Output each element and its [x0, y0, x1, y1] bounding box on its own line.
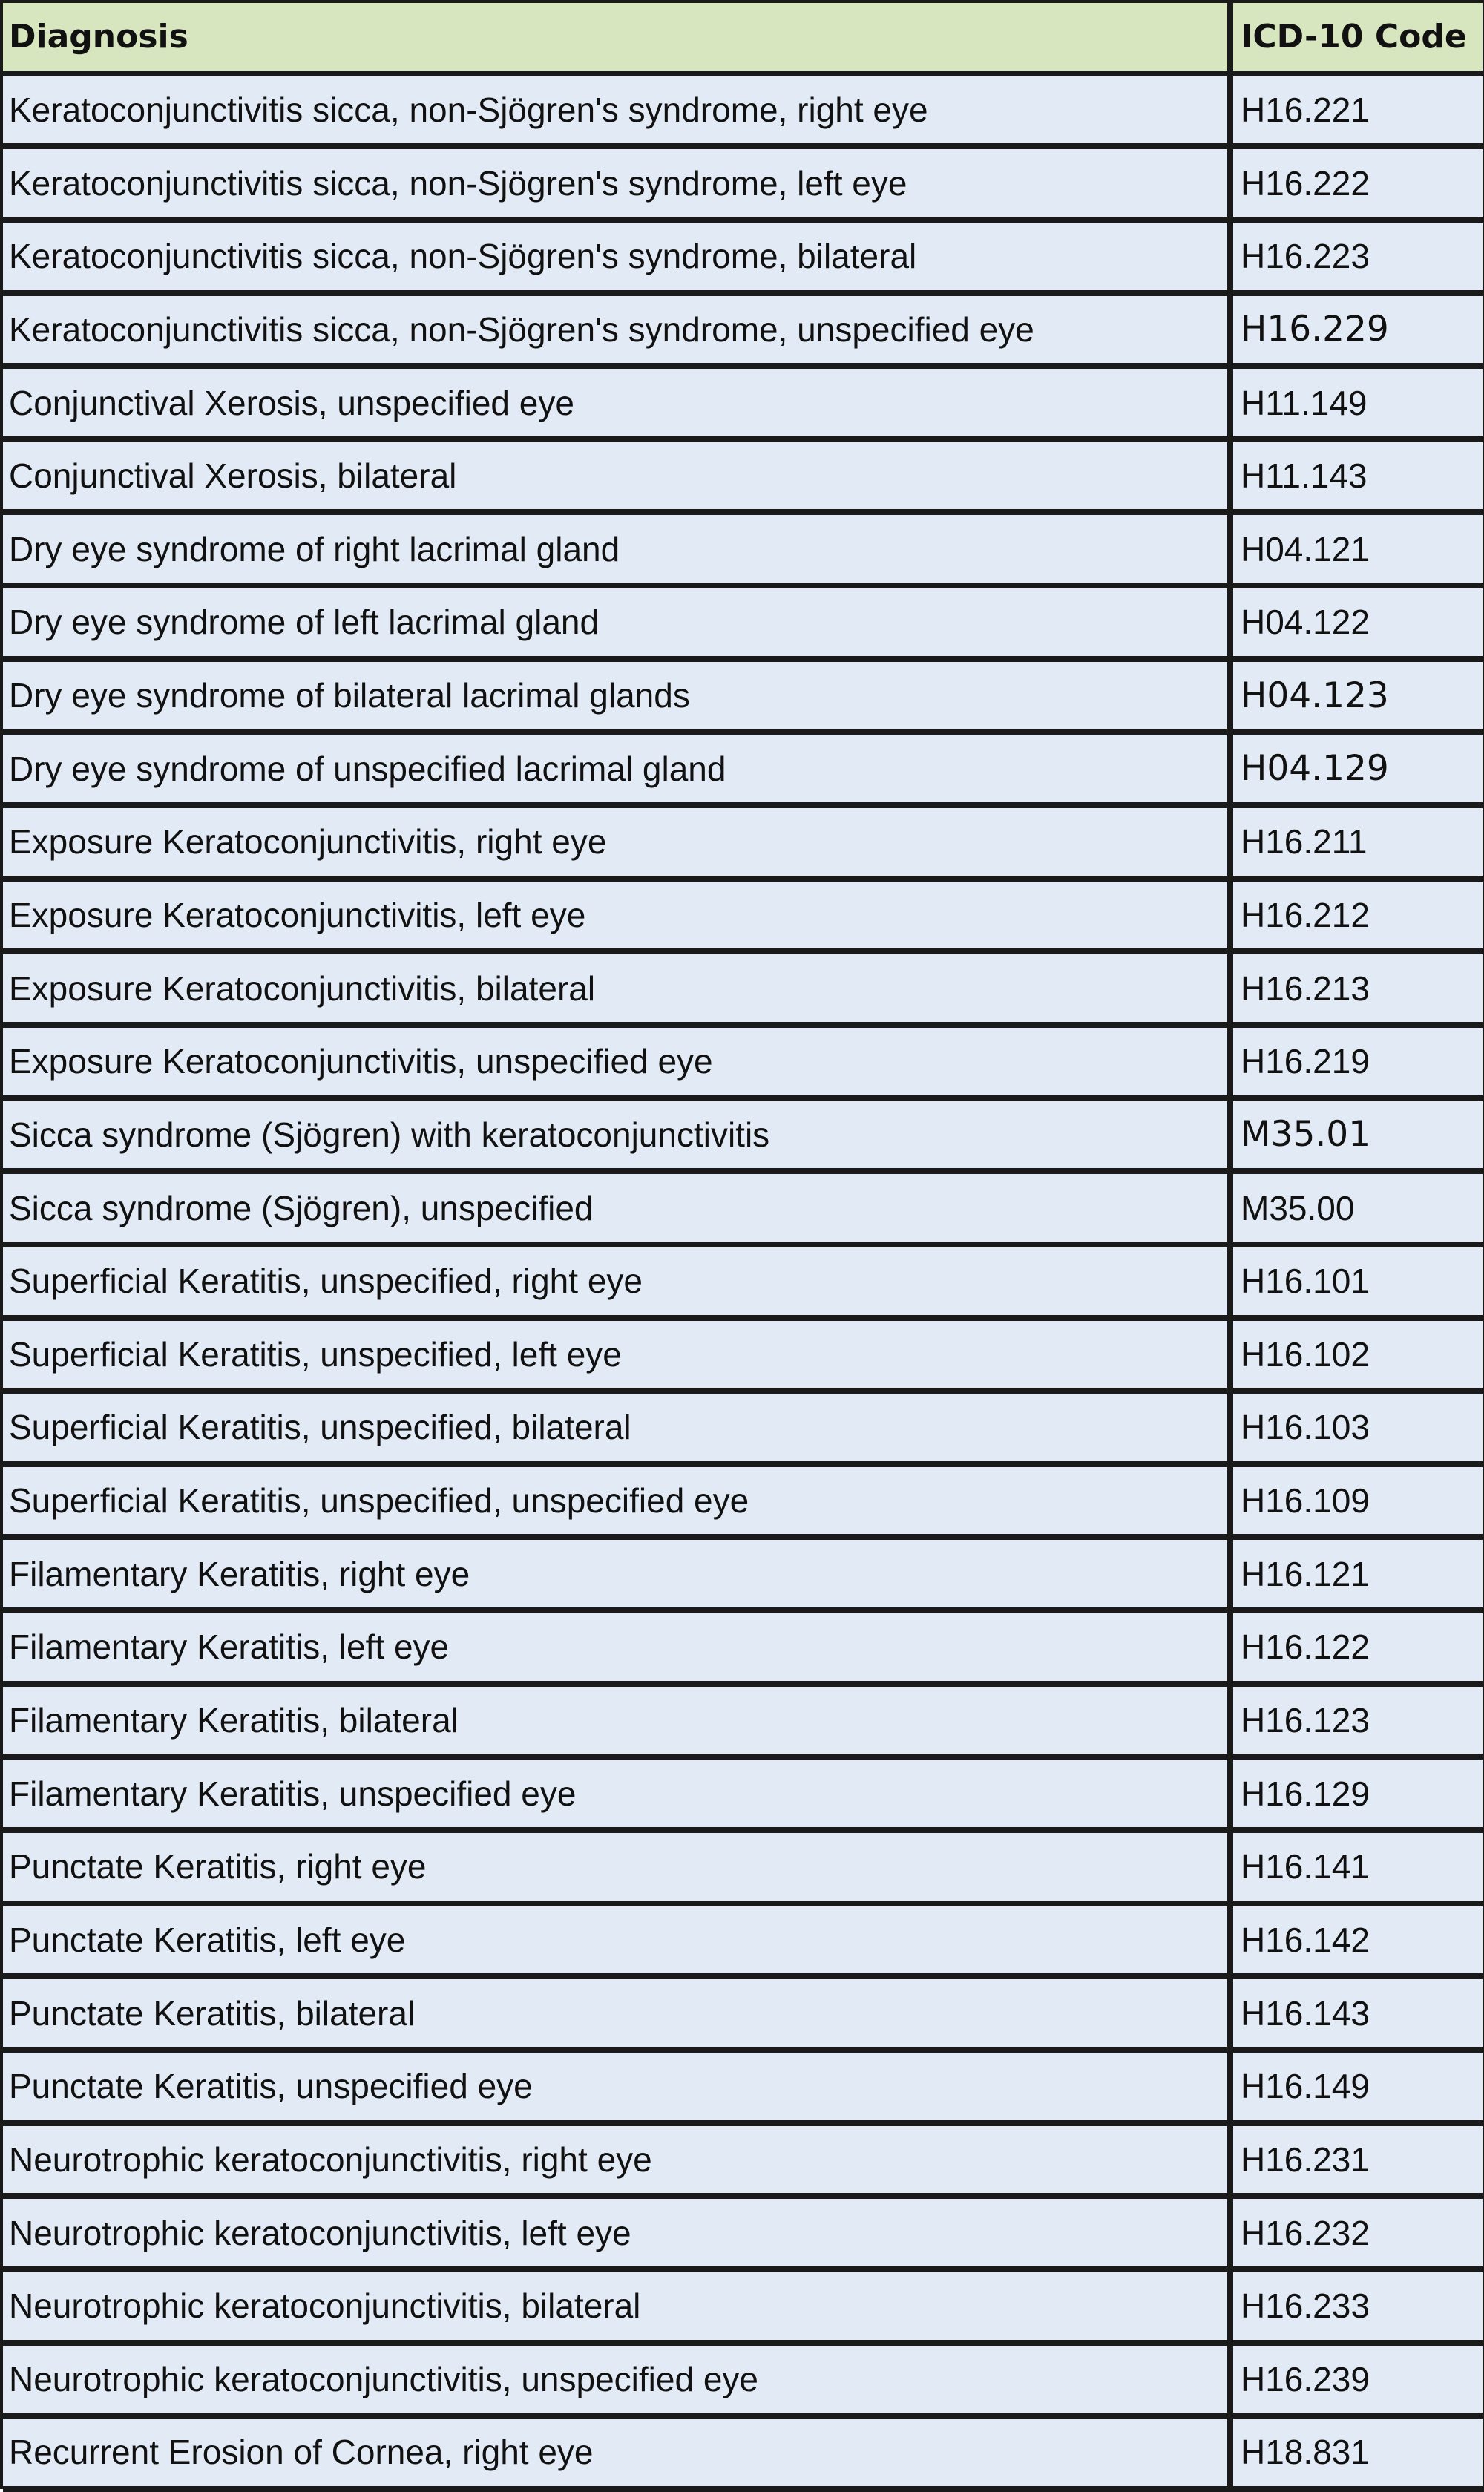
- code-cell: H11.149: [1233, 369, 1484, 442]
- code-cell: H04.129: [1233, 735, 1484, 808]
- code-cell: H16.102: [1233, 1321, 1484, 1394]
- code-cell: M35.01: [1233, 1101, 1484, 1175]
- diagnosis-cell: Filamentary Keratitis, unspecified eye: [3, 1760, 1233, 1833]
- code-cell: H16.141: [1233, 1833, 1484, 1906]
- code-cell: H16.103: [1233, 1394, 1484, 1467]
- diagnosis-cell: Neurotrophic keratoconjunctivitis, unspecified eye: [3, 2346, 1233, 2419]
- diagnosis-cell: Punctate Keratitis, right eye: [3, 1833, 1233, 1906]
- code-cell: H16.231: [1233, 2126, 1484, 2200]
- diagnosis-cell: Exposure Keratoconjunctivitis, unspecified eye: [3, 1028, 1233, 1101]
- diagnosis-cell: Neurotrophic keratoconjunctivitis, right eye: [3, 2126, 1233, 2200]
- diagnosis-cell: Keratoconjunctivitis sicca, non-Sjögren's syndrome, left eye: [3, 149, 1233, 223]
- diagnosis-cell: Keratoconjunctivitis sicca, non-Sjögren's syndrome, bilateral: [3, 223, 1233, 296]
- diagnosis-cell: Conjunctival Xerosis, unspecified eye: [3, 369, 1233, 442]
- diagnosis-cell: Superficial Keratitis, unspecified, bilateral: [3, 1394, 1233, 1467]
- diagnosis-cell: Dry eye syndrome of unspecified lacrimal gland: [3, 735, 1233, 808]
- code-cell: H16.232: [1233, 2199, 1484, 2272]
- diagnosis-cell: Conjunctival Xerosis, bilateral: [3, 442, 1233, 516]
- diagnosis-cell: Sicca syndrome (Sjögren), unspecified: [3, 1174, 1233, 1247]
- header-diagnosis: Diagnosis: [3, 3, 1233, 76]
- code-cell: H16.233: [1233, 2272, 1484, 2346]
- diagnosis-cell: Superficial Keratitis, unspecified, right eye: [3, 1247, 1233, 1321]
- diagnosis-cell: Filamentary Keratitis, bilateral: [3, 1687, 1233, 1760]
- code-cell: H16.143: [1233, 1979, 1484, 2053]
- diagnosis-cell: Dry eye syndrome of left lacrimal gland: [3, 588, 1233, 662]
- diagnosis-cell: Sicca syndrome (Sjögren) with keratoconjunctivitis: [3, 1101, 1233, 1175]
- diagnosis-cell: Punctate Keratitis, bilateral: [3, 1979, 1233, 2053]
- diagnosis-cell: Punctate Keratitis, left eye: [3, 1906, 1233, 1980]
- diagnosis-cell: Filamentary Keratitis, right eye: [3, 1540, 1233, 1613]
- diagnosis-cell: Exposure Keratoconjunctivitis, bilateral: [3, 954, 1233, 1028]
- diagnosis-cell: Recurrent Erosion of Cornea, right eye: [3, 2419, 1233, 2492]
- code-cell: H16.212: [1233, 882, 1484, 955]
- code-cell: H16.222: [1233, 149, 1484, 223]
- diagnosis-cell: Neurotrophic keratoconjunctivitis, bilateral: [3, 2272, 1233, 2346]
- diagnosis-cell: Keratoconjunctivitis sicca, non-Sjögren's syndrome, unspecified eye: [3, 296, 1233, 370]
- code-cell: H16.122: [1233, 1613, 1484, 1687]
- code-cell: H16.129: [1233, 1760, 1484, 1833]
- code-cell: H04.121: [1233, 515, 1484, 588]
- code-cell: H16.219: [1233, 1028, 1484, 1101]
- code-cell: H16.101: [1233, 1247, 1484, 1321]
- diagnosis-cell: Superficial Keratitis, unspecified, unspecified eye: [3, 1467, 1233, 1541]
- diagnosis-cell: Keratoconjunctivitis sicca, non-Sjögren's syndrome, right eye: [3, 76, 1233, 150]
- code-cell: H18.831: [1233, 2419, 1484, 2492]
- code-cell: H16.123: [1233, 1687, 1484, 1760]
- header-icd10-code: ICD-10 Code: [1233, 3, 1484, 76]
- code-cell: H16.109: [1233, 1467, 1484, 1541]
- code-cell: H16.213: [1233, 954, 1484, 1028]
- code-cell: H16.142: [1233, 1906, 1484, 1980]
- code-cell: M35.00: [1233, 1174, 1484, 1247]
- diagnosis-cell: Punctate Keratitis, unspecified eye: [3, 2053, 1233, 2126]
- diagnosis-cell: Exposure Keratoconjunctivitis, left eye: [3, 882, 1233, 955]
- code-cell: H16.211: [1233, 808, 1484, 882]
- diagnosis-cell: Dry eye syndrome of bilateral lacrimal glands: [3, 662, 1233, 735]
- code-cell: H16.121: [1233, 1540, 1484, 1613]
- code-cell: H16.221: [1233, 76, 1484, 150]
- diagnosis-cell: Dry eye syndrome of right lacrimal gland: [3, 515, 1233, 588]
- code-cell: H04.123: [1233, 662, 1484, 735]
- code-cell: H11.143: [1233, 442, 1484, 516]
- code-cell: H16.239: [1233, 2346, 1484, 2419]
- diagnosis-cell: Neurotrophic keratoconjunctivitis, left eye: [3, 2199, 1233, 2272]
- code-cell: H16.229: [1233, 296, 1484, 370]
- diagnosis-cell: Filamentary Keratitis, left eye: [3, 1613, 1233, 1687]
- diagnosis-cell: Exposure Keratoconjunctivitis, right eye: [3, 808, 1233, 882]
- code-cell: H04.122: [1233, 588, 1484, 662]
- code-cell: H16.223: [1233, 223, 1484, 296]
- diagnosis-cell: Superficial Keratitis, unspecified, left eye: [3, 1321, 1233, 1394]
- code-cell: H16.149: [1233, 2053, 1484, 2126]
